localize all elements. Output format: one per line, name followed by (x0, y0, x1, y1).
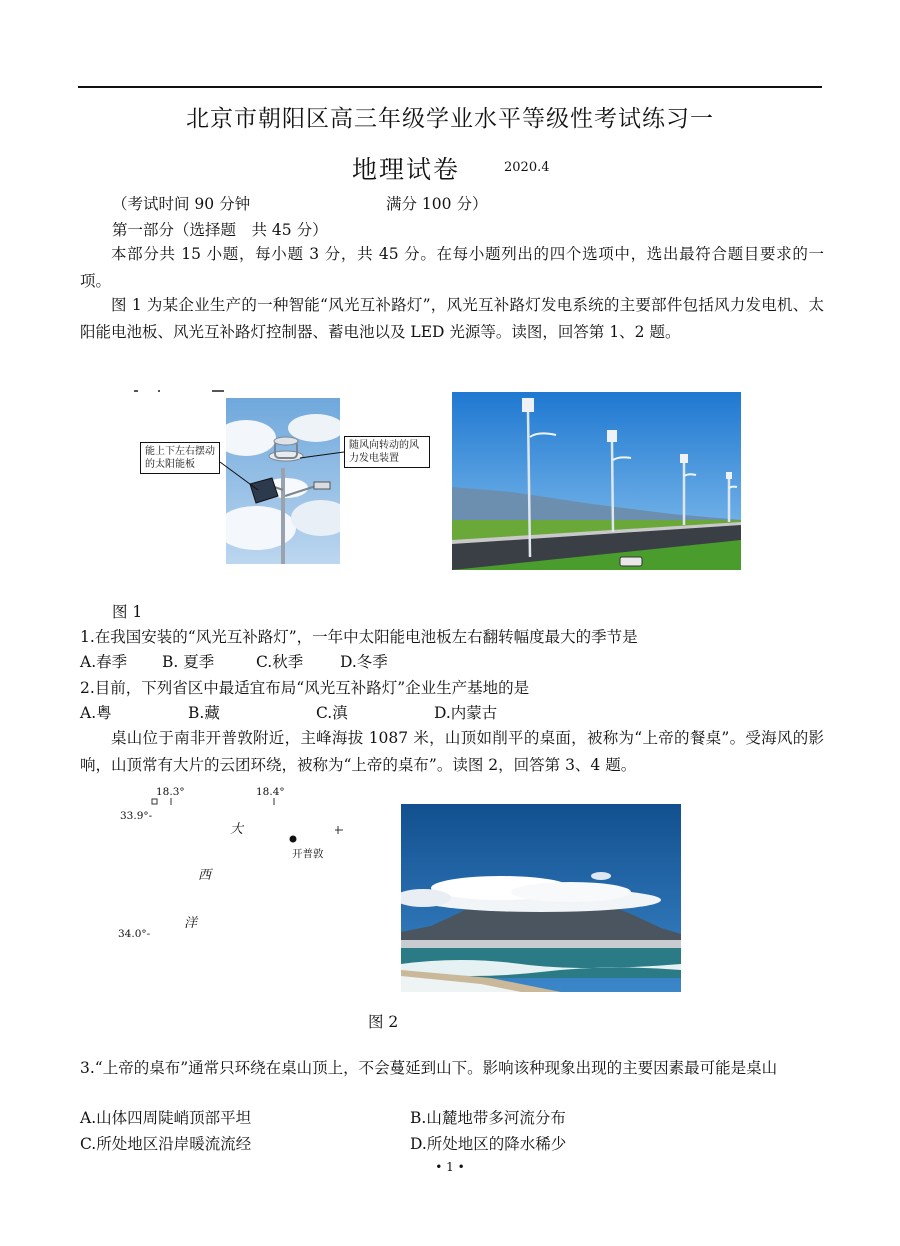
q2-option-c: C.滇 (316, 704, 348, 722)
map-ocean-char-3: 洋 (184, 916, 198, 931)
map-lon-18-3: 18.3° (156, 786, 185, 798)
figure1-top-mark (128, 378, 228, 381)
callout-lines (0, 0, 900, 620)
subject-title: 地理试卷 (352, 155, 461, 184)
q34-stem: 桌山位于南非开普敦附近，主峰海拔 1087 米，山顶如削平的桌面，被称为“上帝的餐桌”。受海风的影响，山顶常有大片的云团环绕，被称为“上帝的桌布”。读图 2，回答第 3、4 题。 (80, 729, 824, 774)
q3-option-a: A.山体四周陡峭顶部平坦 (80, 1109, 252, 1127)
map-city-capetown: 开普敦 (292, 848, 324, 860)
figure2-table-mountain-photo (401, 804, 681, 992)
q1-option-c: C.秋季 (256, 653, 304, 671)
figure1-road-photo (452, 392, 741, 570)
map-lat-33-9: 33.9°- (120, 810, 153, 822)
map-ocean-char-1: 大 (230, 822, 244, 837)
label-solar-panel: 能上下左右摆动的太阳能板 (140, 442, 220, 474)
table-mountain-drawing (401, 804, 681, 992)
page-number: • 1 • (435, 1160, 465, 1174)
label-wind-turbine: 随风向转动的风力发电装置 (344, 436, 430, 468)
score-note: 满分 100 分） (386, 195, 488, 213)
q12-stem: 图 1 为某企业生产的一种智能“风光互补路灯”，风光互补路灯发电系统的主要部件包括风力发电机、太阳能电池板、风光互补路灯控制器、蓄电池以及 LED 光源等。读图，回答第 1、2 题。 (80, 296, 824, 341)
city-marker-icon (288, 834, 298, 844)
q3-option-d: D.所处地区的降水稀少 (410, 1135, 567, 1153)
q3-text: 3.“上帝的桌布”通常只环绕在桌山顶上，不会蔓延到山下。影响该种现象出现的主要因素最可能是桌山 (80, 1059, 778, 1077)
time-note: （考试时间 90 分钟 (112, 195, 251, 213)
map-ocean-char-2: 西 (198, 868, 212, 883)
callout-line-right (300, 452, 344, 458)
q1-option-a: A.春季 (80, 653, 128, 671)
part1-heading: 第一部分（选择题 共 45 分） (112, 221, 328, 239)
tiny-dots (128, 390, 228, 393)
exam-date: 2020.4 (504, 160, 550, 175)
q3-option-c: C.所处地区沿岸暖流流经 (80, 1135, 252, 1153)
road-photo-drawing (452, 392, 741, 570)
q2-option-b: B.藏 (188, 704, 220, 722)
part1-intro: 本部分共 15 小题，每小题 3 分，共 45 分。在每小题列出的四个选项中，选出最符合题目要求的一项。 (80, 245, 824, 290)
q1-text: 1.在我国安装的“风光互补路灯”，一年中太阳能电池板左右翻转幅度最大的季节是 (80, 628, 638, 646)
q2-text: 2.目前，下列省区中最适宜布局“风光互补路灯”企业生产基地的是 (80, 679, 530, 697)
q1-option-b: B. 夏季 (162, 653, 215, 671)
map-lat-34-0: 34.0°- (118, 928, 151, 940)
q1-option-d: D.冬季 (340, 653, 388, 671)
q2-option-a: A.粤 (80, 704, 112, 722)
figure1-caption: 图 1 (112, 603, 143, 621)
map-lon-18-4: 18.4° (256, 786, 285, 798)
q2-option-d: D.内蒙古 (434, 704, 498, 722)
figure2-caption: 图 2 (368, 1013, 399, 1031)
q3-option-b: B.山麓地带多河流分布 (410, 1109, 566, 1127)
map-corner-mark (152, 799, 157, 804)
exam-title: 北京市朝阳区高三年级学业水平等级性考试练习一 (186, 106, 714, 132)
map-marks (150, 796, 350, 836)
callout-line-left (220, 462, 258, 490)
